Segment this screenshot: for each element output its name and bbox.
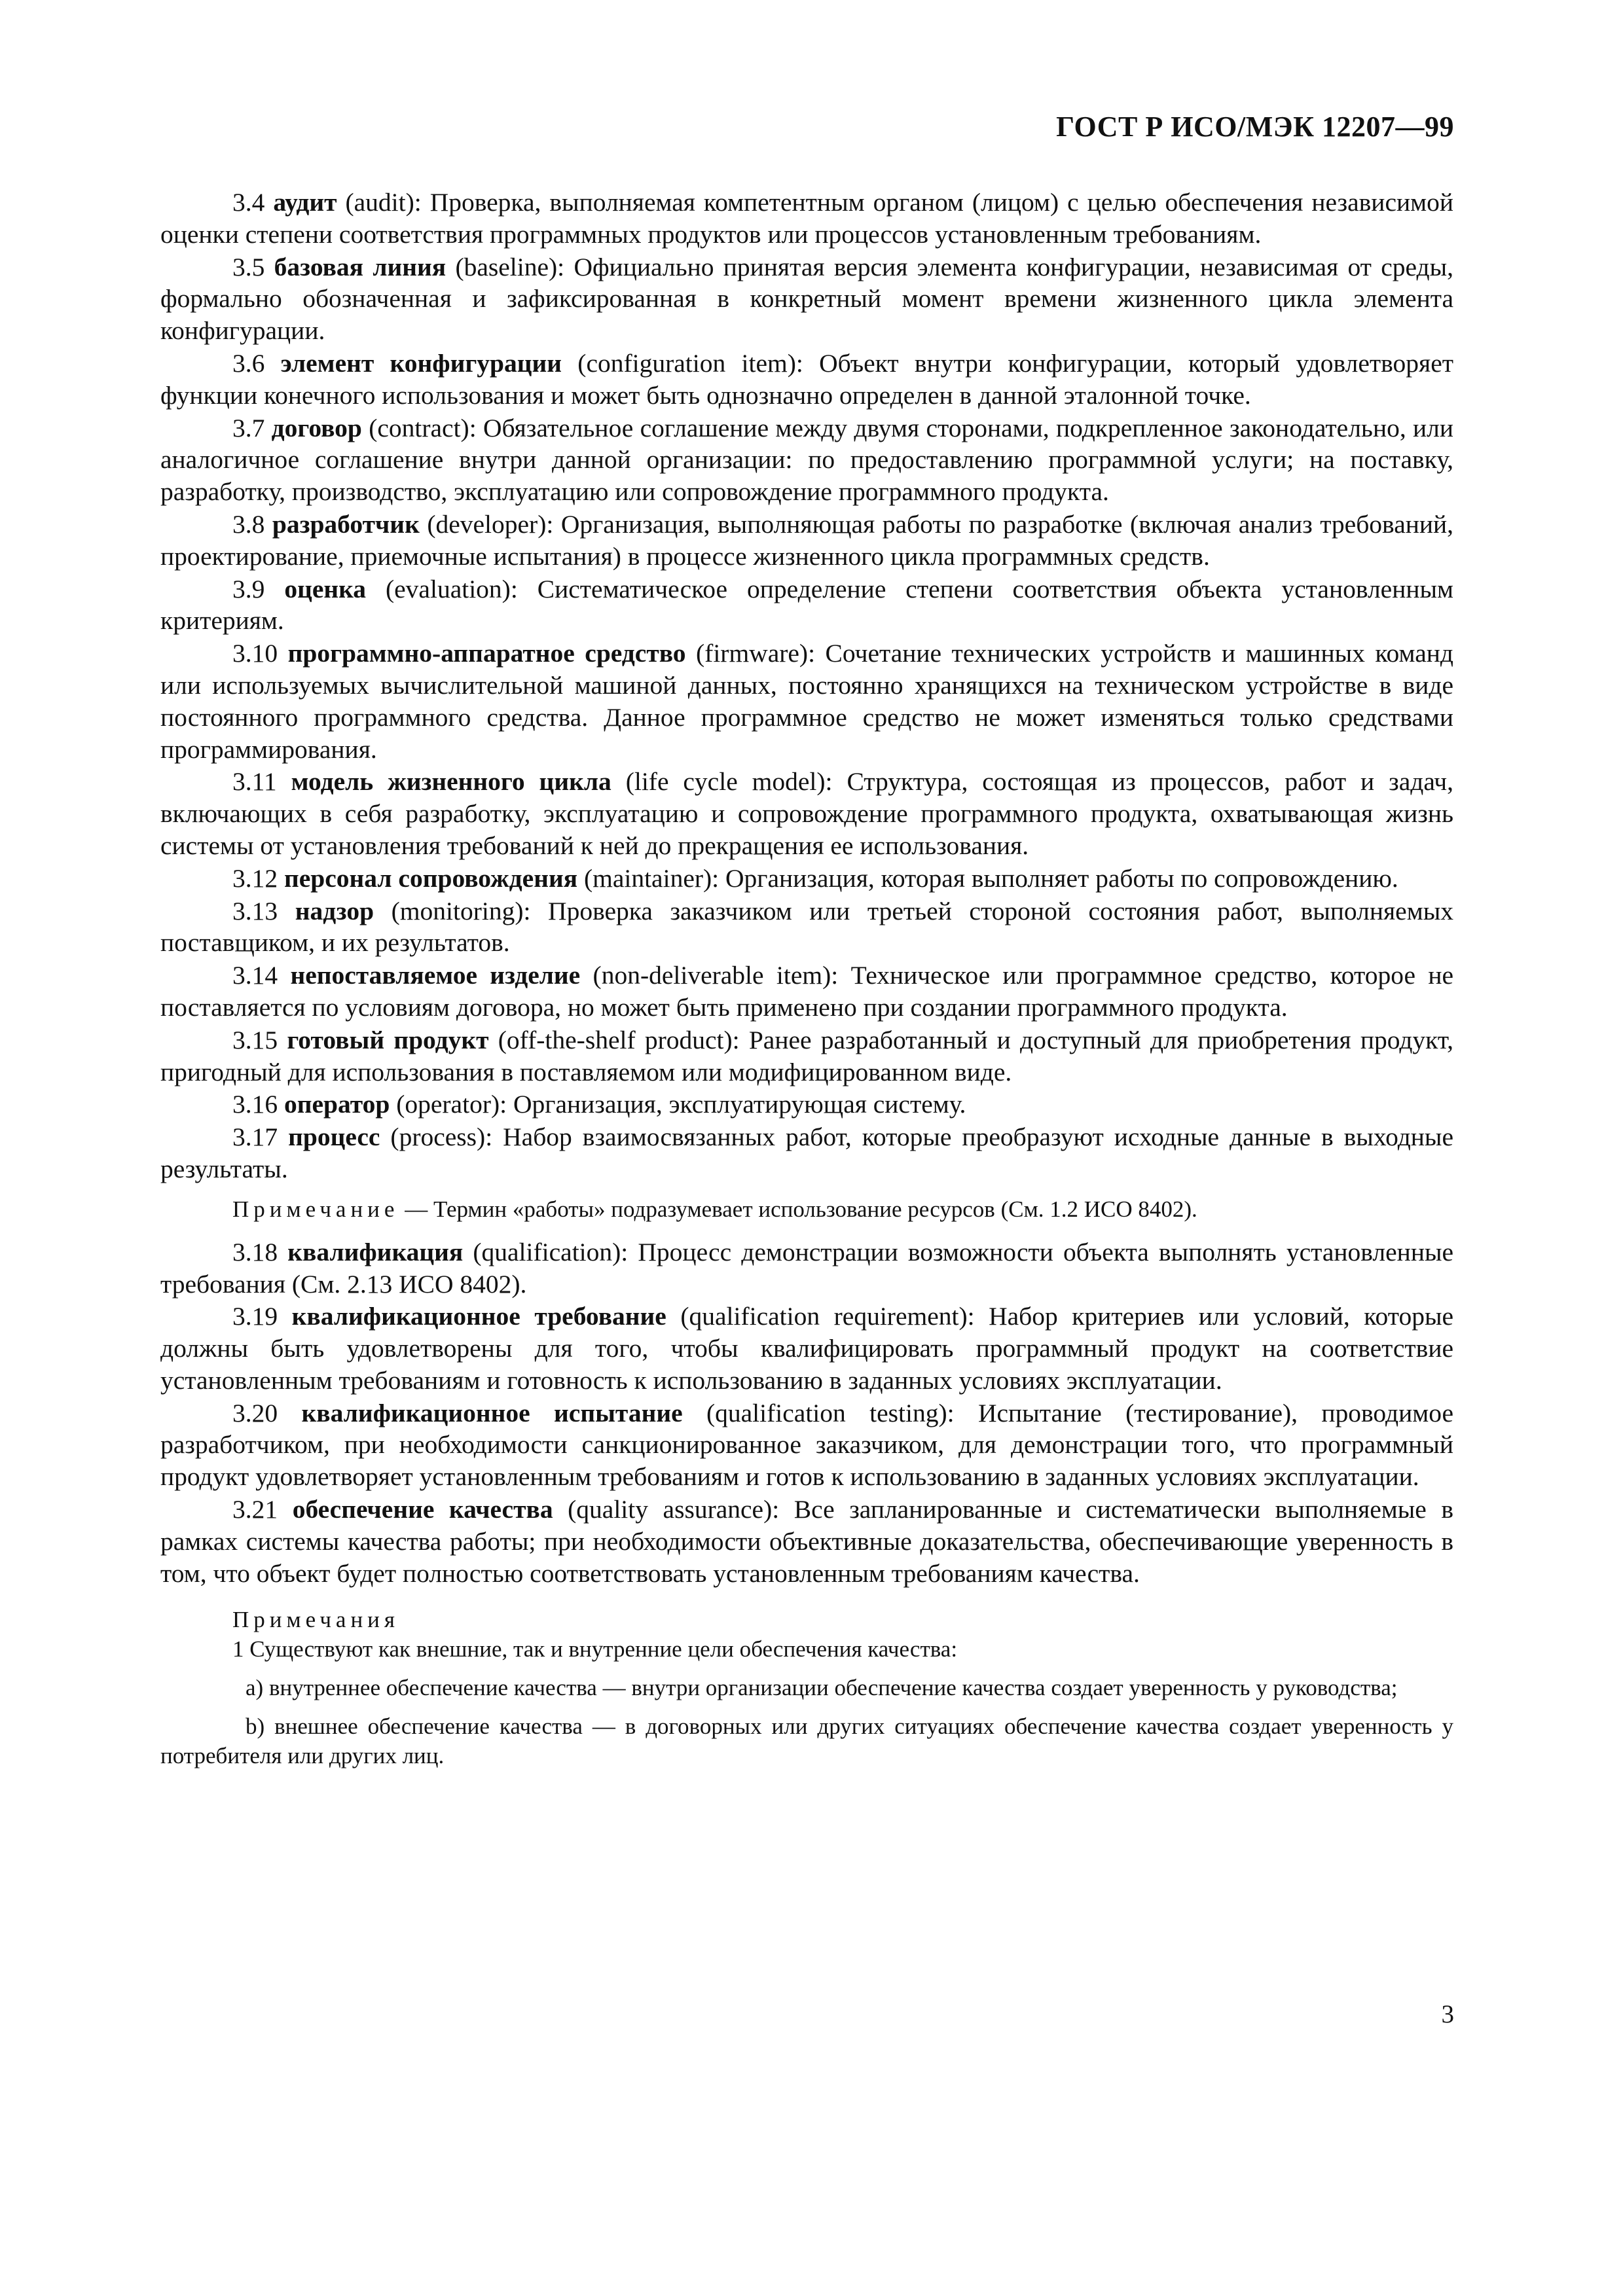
definition-english: (contract): [369, 413, 477, 442]
definition-text: Обязательное соглашение между двумя сторонами, подкрепленное законодательно, или аналогичное соглашение внутри данной организации: по предоставлению программной услуги; на поставку, разработку, производство, эксплуатацию или сопровождение программного продукта. [160, 413, 1453, 507]
definition-term: надзор [295, 896, 374, 925]
definition-english: (qualification): [473, 1237, 629, 1266]
definition-term: квалификационное требование [291, 1302, 666, 1331]
definition-text: Процесс демонстрации возможности объекта выполнять установленные требования (См. 2.13 ИСО 8402). [160, 1237, 1454, 1299]
definition-3-4 [160, 187, 1453, 251]
definition-number: 3.9 [232, 574, 265, 603]
definition-term: процесс [288, 1122, 380, 1152]
definition-number: 3.13 [232, 896, 278, 925]
definition-term: непоставляемое изделие [290, 961, 581, 990]
definition-number: 3.21 [232, 1495, 278, 1524]
definition-3-15 [160, 1024, 1453, 1088]
definition-term: элемент конфигурации [280, 348, 562, 378]
definition-term: оценка [284, 574, 367, 603]
definition-english: (qualification testing): [706, 1398, 955, 1427]
definition-english: (quality assurance): [568, 1495, 780, 1524]
definition-number: 3.15 [232, 1025, 278, 1054]
definition-english: (firmware): [696, 639, 816, 668]
definition-3-12 [160, 863, 1453, 895]
definition-term: оператор [284, 1090, 390, 1119]
definition-text: Набор взаимосвязанных работ, которые преобразуют исходные данные в выходные результаты. [160, 1122, 1453, 1183]
definition-text: Ранее разработанный и доступный для приобретения продукт, пригодный для использования в поставляемом или модифицированном виде. [160, 1025, 1454, 1086]
definition-text: Проверка, выполняемая компетентным органом (лицом) с целью обеспечения независимой оценки степени соответствия программных продуктов или процессов установленным требованиям. [160, 188, 1454, 249]
definition-english: (maintainer): [583, 863, 720, 893]
definition-english: (evaluation): [386, 574, 518, 603]
notes-item-1: 1 Существуют как внешние, так и внутренние цели обеспечения качества: [232, 1636, 958, 1662]
definition-3-6 [160, 348, 1453, 412]
definition-3-21 [160, 1494, 1453, 1589]
note-label: Примечание [232, 1196, 399, 1222]
page-number: 3 [1441, 2000, 1454, 2028]
definition-english: (audit): [345, 188, 422, 217]
definition-english: (baseline): [455, 252, 565, 281]
definition-number: 3.20 [232, 1398, 278, 1427]
definition-number: 3.17 [232, 1122, 278, 1152]
definition-text: Все запланированные и систематически выполняемые в рамках системы качества работы; при необходимости объективные доказательства, обеспечивающие уверенность в том, что объект будет полностью соответствовать установленным требованиям качества. [160, 1495, 1454, 1588]
definition-3-16 [160, 1088, 1453, 1121]
definitions-list-1 [160, 187, 1453, 1185]
definition-3-19 [160, 1300, 1453, 1396]
definition-3-9 [160, 573, 1453, 637]
definition-text: Организация, которая выполняет работы по сопровождению. [725, 863, 1398, 893]
definition-term: обеспечение качества [292, 1495, 553, 1524]
definition-english: (qualification requirement): [680, 1302, 975, 1331]
document-body [160, 187, 1453, 1770]
definition-term: персонал сопровождения [284, 863, 578, 893]
definition-number: 3.11 [232, 767, 277, 797]
definition-3-11 [160, 766, 1453, 861]
definition-english: (monitoring): [391, 896, 531, 925]
definition-term: модель жизненного цикла [291, 767, 611, 797]
definition-number: 3.4 [232, 188, 265, 217]
definition-term: базовая линия [274, 252, 447, 281]
definition-number: 3.18 [232, 1237, 278, 1266]
definition-term: программно-аппаратное средство [287, 639, 686, 668]
definition-term: готовый продукт [287, 1025, 489, 1054]
definition-number: 3.7 [232, 413, 265, 442]
definition-3-13 [160, 895, 1453, 960]
definition-number: 3.8 [232, 509, 265, 539]
definition-text: Структура, состоящая из процессов, работ и задач, включающих в себя разработку, эксплуатацию и сопровождение программного продукта, охватывающая жизнь системы от установления требований к ней до прекращения ее использования. [160, 767, 1454, 860]
definition-text: Систематическое определение степени соответствия объекта установленным критериям. [160, 574, 1454, 636]
definition-3-5 [160, 251, 1453, 347]
definition-text: Техническое или программное средство, которое не поставляется по условиям договора, но может быть применено при создании программного продукта. [160, 961, 1454, 1022]
definition-text: Набор критериев или условий, которые должны быть удовлетворены для того, чтобы квалифицировать программный продукт на соответствие установленным требованиям и готовность к использованию в заданных условиях эксплуатации. [160, 1302, 1454, 1395]
definition-english: (developer): [427, 509, 554, 539]
definition-text: Организация, эксплуатирующая систему. [513, 1090, 966, 1119]
definition-3-7 [160, 412, 1453, 508]
definition-english: (operator): [396, 1090, 507, 1119]
definition-english: (process): [390, 1122, 493, 1152]
definition-text: Проверка заказчиком или третьей стороной состояния работ, выполняемых поставщиком, и их результатов. [160, 896, 1453, 958]
definition-term: квалификационное испытание [301, 1398, 683, 1427]
definition-text: Испытание (тестирование), проводимое разработчиком, при необходимости санкционированное заказчиком, для демонстрации того, что программный продукт удовлетворяет установленным требованиям и готов к использованию в заданных условиях эксплуатации. [160, 1398, 1454, 1492]
definition-3-10 [160, 637, 1453, 765]
definition-3-17 [160, 1121, 1453, 1185]
notes-block [160, 1605, 1453, 1770]
definition-text: Официально принятая версия элемента конфигурации, независимая от среды, формально обозначенная и зафиксированная в конкретный момент времени жизненного цикла элемента конфигурации. [160, 252, 1454, 346]
definition-term: разработчик [272, 509, 420, 539]
definition-3-14 [160, 960, 1453, 1024]
note-process [160, 1194, 1453, 1225]
definition-3-8 [160, 509, 1453, 573]
definition-number: 3.14 [232, 961, 278, 990]
document-header: ГОСТ Р ИСО/МЭК 12207—99 [1056, 111, 1454, 143]
definition-term: договор [271, 413, 362, 442]
definition-english: (configuration item): [577, 348, 803, 378]
definition-english: (non-deliverable item): [593, 961, 839, 990]
definition-3-18 [160, 1236, 1453, 1300]
note-text: — Термин «работы» подразумевает использование ресурсов (См. 1.2 ИСО 8402). [405, 1196, 1197, 1222]
definitions-list-2 [160, 1236, 1453, 1590]
definition-text: Организация, выполняющая работы по разработке (включая анализ требований, проектирование, приемочные испытания) в процессе жизненного цикла программных средств. [160, 509, 1454, 571]
definition-english: (off-the-shelf product): [498, 1025, 740, 1054]
definition-number: 3.12 [232, 863, 278, 893]
definition-number: 3.19 [232, 1302, 278, 1331]
definition-text: Объект внутри конфигурации, который удовлетворяет функции конечного использования и может быть однозначно определен в данной эталонной точке. [160, 348, 1454, 410]
definition-english: (life cycle model): [625, 767, 833, 797]
notes-sub-a: a) внутреннее обеспечение качества — внутри организации обеспечение качества создает уверенность у руководства; [246, 1675, 1398, 1701]
notes-sub-b: b) внешнее обеспечение качества — в договорных или других ситуациях обеспечение качества создает уверенность у потребителя или других лиц. [160, 1713, 1453, 1769]
definition-number: 3.6 [232, 348, 265, 378]
definition-number: 3.10 [232, 639, 278, 668]
definition-term: квалификация [287, 1237, 464, 1266]
definition-number: 3.5 [232, 252, 265, 281]
definition-text: Сочетание технических устройств и машинных команд или используемых вычислительной машиной данных, постоянно хранящихся на техническом устройстве в виде постоянного программного средства. Данное программное средство не может изменяться только средствами программирования. [160, 639, 1454, 764]
definition-term: аудит [273, 188, 337, 217]
definition-number: 3.16 [232, 1090, 278, 1119]
definition-3-20 [160, 1397, 1453, 1493]
notes-heading: Примечания [232, 1607, 400, 1633]
